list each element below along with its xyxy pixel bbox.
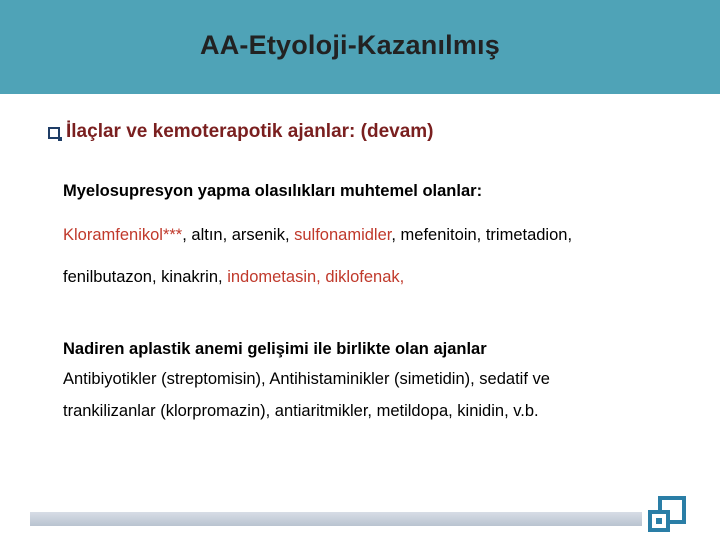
- drug-text: Kloramfenikol***: [63, 226, 183, 244]
- checkbox-bullet-icon: [48, 127, 60, 139]
- aplastic-line-1: Antibiyotikler (streptomisin), Antihistaminikler (simetidin), sedatif ve: [63, 370, 550, 388]
- myelo-heading: Myelosupresyon yapma olasılıkları muhtemel olanlar:: [63, 182, 483, 200]
- myelo-line-2: [63, 268, 404, 287]
- drug-text: fenilbutazon, kinakrin,: [63, 268, 228, 286]
- header-bar: [0, 0, 720, 94]
- page-title: AA-Etyoloji-Kazanılmış: [200, 30, 500, 60]
- aplastic-heading: Nadiren aplastik anemi gelişimi ile birlikte olan ajanlar: [63, 340, 487, 358]
- drug-text: , mefenitoin, trimetadion,: [391, 226, 573, 244]
- section-heading: İlaçlar ve kemoterapotik ajanlar: (devam): [66, 121, 434, 142]
- footer-bar: [30, 512, 642, 526]
- aplastic-line-2: trankilizanlar (klorpromazin), antiaritmikler, metildopa, kinidin, v.b.: [63, 402, 539, 420]
- drug-text: indometasin, diklofenak,: [227, 268, 405, 286]
- drug-text: , altın, arsenik,: [182, 226, 295, 244]
- corner-logo-icon: [648, 496, 688, 532]
- drug-text: sulfonamidler: [294, 226, 392, 244]
- myelo-line-1: [63, 226, 572, 245]
- section-heading-row: [48, 121, 434, 143]
